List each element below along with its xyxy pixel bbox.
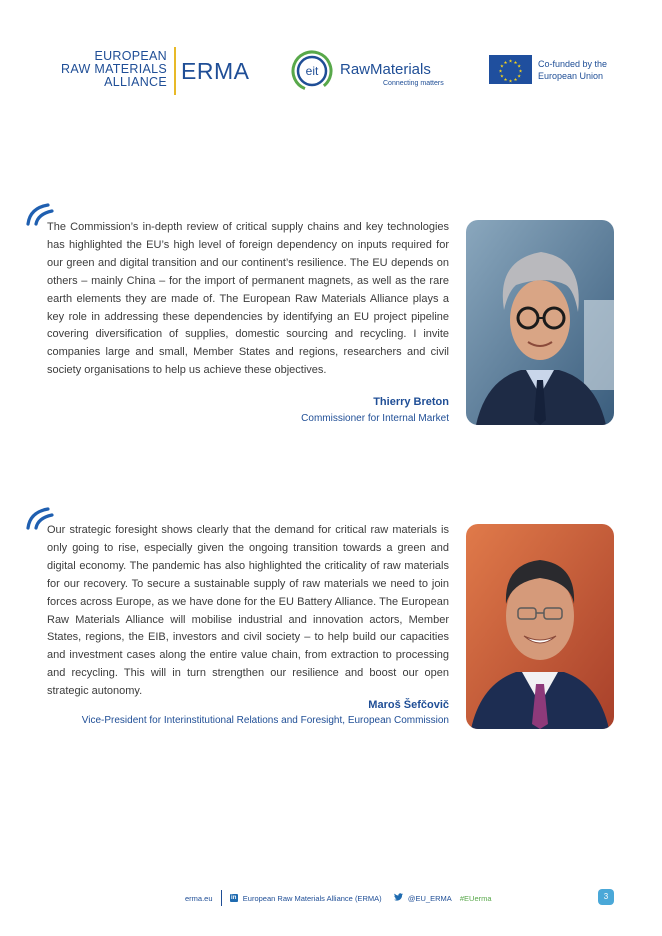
svg-text:★: ★ — [503, 78, 508, 84]
footer — [185, 890, 492, 906]
erma-logo-acronym: ERMA — [181, 58, 250, 84]
eit-rawmaterials-logo — [290, 48, 455, 94]
erma-logo-divider — [174, 47, 176, 95]
erma-logo-line2: RAW MATERIALS — [61, 62, 167, 76]
svg-text:★: ★ — [513, 78, 518, 84]
eit-tagline: Connecting matters — [383, 80, 444, 87]
svg-text:★: ★ — [508, 79, 513, 84]
eu-text-line1: Co-funded by the — [538, 59, 608, 69]
page-number-badge: 3 — [598, 889, 614, 905]
svg-text:★: ★ — [503, 60, 508, 66]
footer-linkedin-link[interactable]: European Raw Materials Alliance (ERMA) — [242, 893, 382, 903]
footer-twitter-link[interactable]: @EU_ERMA — [407, 893, 452, 903]
eu-text-line2: European Union — [538, 71, 604, 81]
linkedin-icon: in — [231, 895, 237, 901]
svg-text:★: ★ — [513, 60, 518, 66]
eu-flag-icon — [489, 55, 532, 84]
erma-logo-line1: EUROPEAN — [94, 49, 167, 63]
twitter-icon — [394, 893, 403, 903]
quote-text: Our strategic foresight shows clearly that the demand for critical raw materials is only going to rise, especially given the ongoing transition towards a green and digital economy. The pandemic has also highlighted the criticality of raw materials for our recovery. To secure a sustainable supply of raw materials we need to join forces across Europe, as we have done for the EU Battery Alliance. The European Raw Materials Alliance will mobilise industrial and innovation actors, Member States, regions, the EIB, investors and civil society – to help build our capacities and investment cases along the entire value chain, from extraction to processing and recycling. This will in turn strengthen our resilience and boost our open strategic autonomy. — [47, 524, 449, 698]
svg-text:★: ★ — [518, 69, 523, 75]
quote-author-role: Vice-President for Interinstitutional Relations and Foresight, European Commission — [81, 715, 449, 726]
quote-author: Thierry Breton — [373, 396, 449, 408]
svg-text:★: ★ — [499, 74, 504, 80]
svg-text:★: ★ — [499, 64, 504, 70]
svg-text:★: ★ — [508, 59, 513, 65]
svg-text:★: ★ — [498, 69, 503, 75]
quote-author: Maroš Šefčovič — [368, 699, 449, 711]
portrait-photo — [466, 220, 614, 425]
quote-text: The Commission’s in-depth review of critical supply chains and key technologies has highlighted the EU’s high level of foreign dependency on inputs required for our green and digital transition and our continent’s resilience. The EU depends on others – mainly China – for the import of permanent magnets, as well as the rare earth elements they are made of. The European Raw Materials Alliance plays a key role in addressing these dependencies by identifying an EU project pipeline covering diversification of supplies, domestic sourcing and recycling. I invite companies large and small, Member States and regions, researchers and civil society organisations to help us achieve these objectives. — [47, 221, 449, 377]
eit-wordmark: RawMaterials — [340, 61, 431, 78]
erma-logo-line3: ALLIANCE — [104, 75, 167, 89]
footer-website-link[interactable]: erma.eu — [185, 893, 213, 903]
footer-divider — [221, 890, 222, 906]
svg-text:★: ★ — [517, 74, 522, 80]
eit-circle-icon — [290, 48, 336, 94]
svg-text:★: ★ — [517, 64, 522, 70]
eu-cofunded-logo — [489, 55, 619, 87]
footer-hashtag[interactable]: #EUerma — [459, 893, 492, 903]
eit-badge-text: eit — [305, 64, 319, 78]
quote-author-role: Commissioner for Internal Market — [301, 413, 449, 424]
erma-logo — [45, 50, 255, 96]
portrait-photo — [466, 524, 614, 729]
